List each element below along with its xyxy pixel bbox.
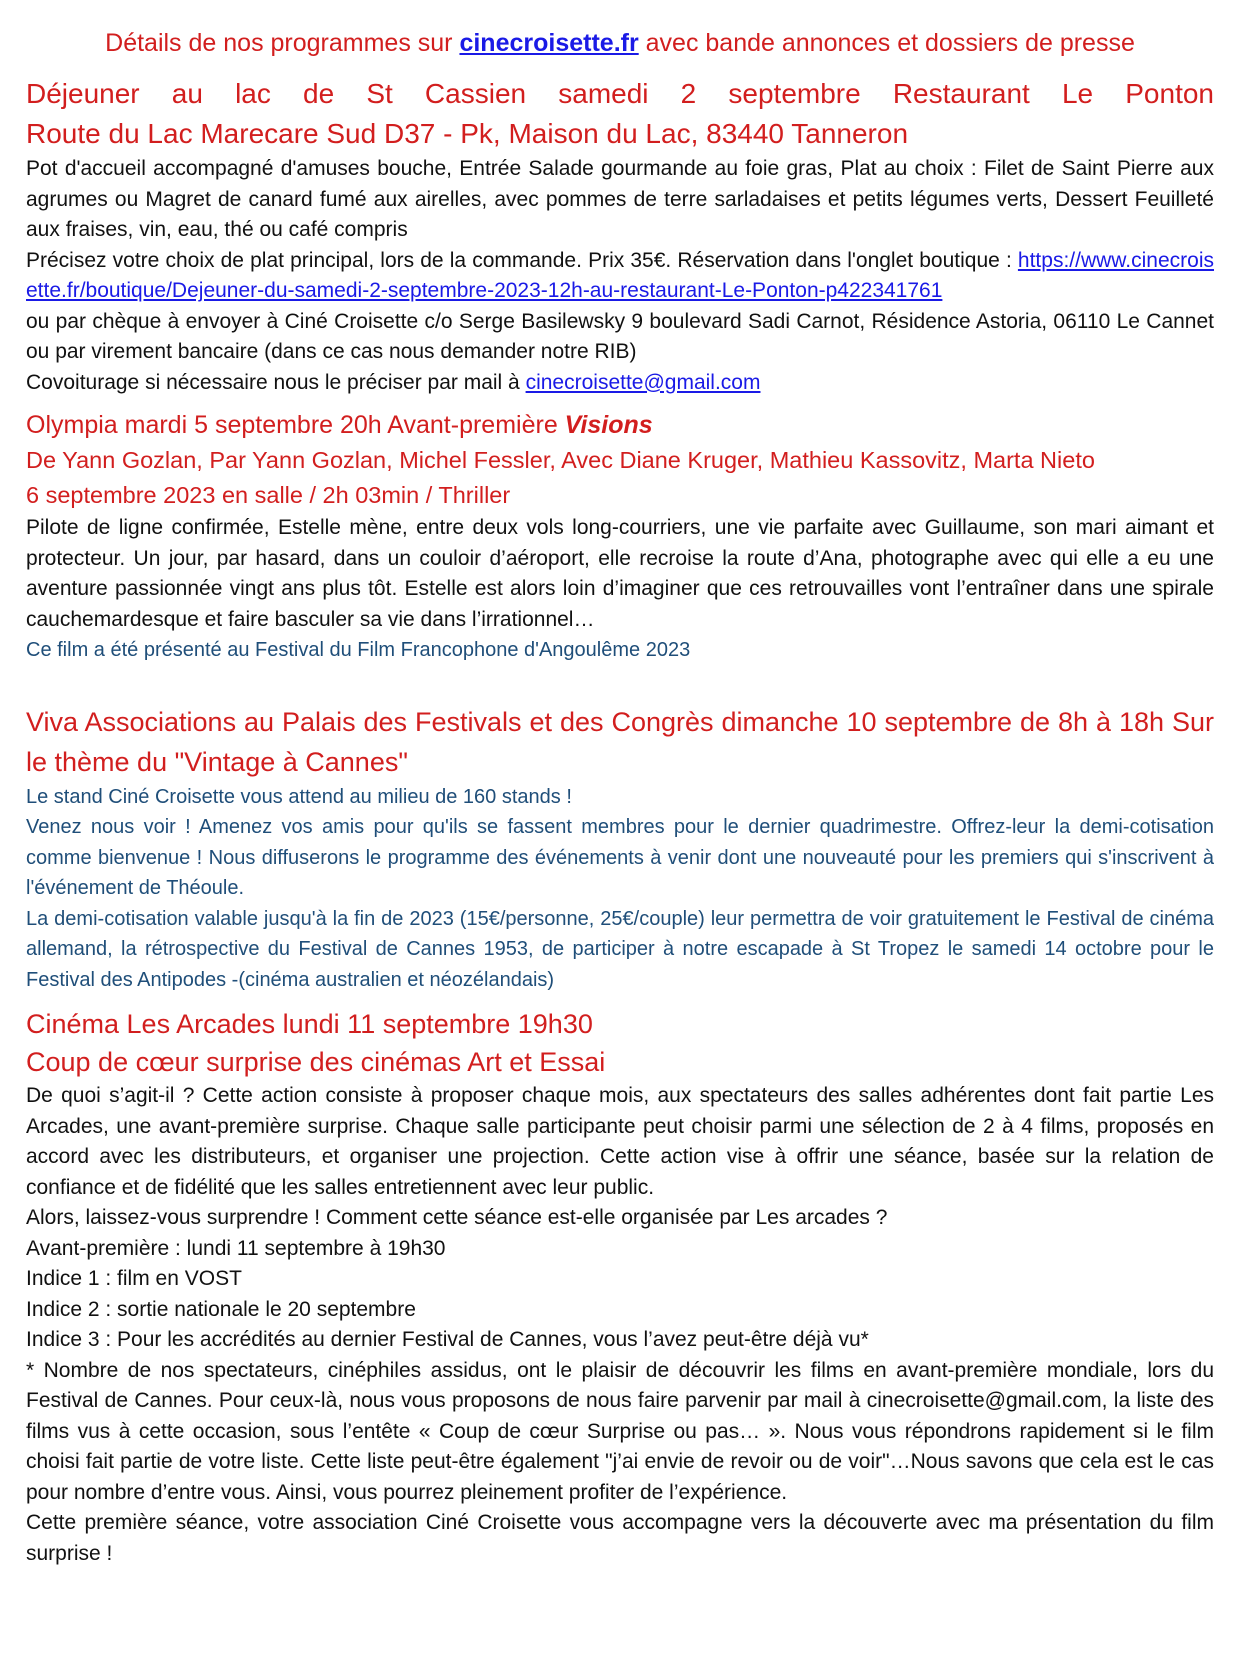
film-title: Visions <box>564 411 653 439</box>
header-suffix: avec bande annonces et dossiers de presse <box>638 29 1135 57</box>
olympia-credits: De Yann Gozlan, Par Yann Gozlan, Michel Fessler, Avec Diane Kruger, Mathieu Kassovitz, Marta Nieto <box>26 447 1095 473</box>
arcades-title-line1: Cinéma Les Arcades lundi 11 septembre 19h30 <box>26 1009 593 1039</box>
email-link[interactable]: cinecroisette@gmail.com <box>525 370 761 394</box>
arcades-hint-2: Indice 2 : sortie nationale le 20 septembre <box>26 1297 416 1321</box>
olympia-synopsis: Pilote de ligne confirmée, Estelle mène, entre deux vols long-courriers, une vie parfaite avec Guillaume, son mari aimant et protecteur. Un jour, par hasard, dans un couloir d’aéroport, elle recroise la route d’Ana, photographe avec qui elle a eu une aventure passionnée vingt ans plus tôt. Estelle est alors loin d’imaginer que ces retrouvailles vont l’entraîner dans une spirale cauchemardesque et faire basculer sa vie dans l’irrationnel… <box>26 516 1214 631</box>
lunch-menu: Pot d'accueil accompagné d'amuses bouche, Entrée Salade gourmande au foie gras, Plat au choix : Filet de Saint Pierre aux agrumes ou Magret de canard fumé aux airelles, avec pommes de terre sarladaises et petits légumes verts, Dessert Feuilleté aux fraises, vin, eau, thé ou café compris <box>26 157 1214 241</box>
lunch-order <box>26 246 1214 307</box>
header-line <box>26 26 1214 60</box>
lunch-carpool-text: Covoiturage si nécessaire nous le préciser par mail à <box>26 370 526 394</box>
arcades-closing: Cette première séance, votre association Ciné Croisette vous accompagne vers la découverte avec ma présentation du film surprise ! <box>26 1511 1214 1565</box>
olympia-release: 6 septembre 2023 en salle / 2h 03min / Thriller <box>26 482 511 508</box>
olympia-title <box>26 408 1214 443</box>
viva-invite: Venez nous voir ! Amenez vos amis pour qu'ils se fassent membres pour le dernier quadrimestre. Offrez-leur la demi-cotisation comme bienvenue ! Nous diffuserons le programme des événements à venir dont une nouveauté pour les premiers qui s'inscrivent à l'événement de Théoule. <box>26 816 1214 899</box>
shop-link[interactable]: https://www.cinecroisette.fr/boutique/Dejeuner-du-samedi-2-septembre-2023-12h-au-restaurant-Le-Ponton-p422341761 <box>26 248 1214 302</box>
viva-cotisation: La demi-cotisation valable jusqu'à la fin de 2023 (15€/personne, 25€/couple) leur permettra de voir gratuitement le Festival de cinéma allemand, la rétrospective du Festival de Cannes 1953, de participer à notre escapade à St Tropez le samedi 14 octobre pour le Festival des Antipodes -(cinéma australien et néozélandais) <box>26 907 1214 991</box>
site-link[interactable]: cinecroisette.fr <box>459 29 639 57</box>
viva-stand: Le stand Ciné Croisette vous attend au milieu de 160 stands ! <box>26 785 572 808</box>
lunch-order-text: Précisez votre choix de plat principal, lors de la commande. Prix 35€. Réservation dans l'onglet boutique : <box>26 248 1018 272</box>
olympia-section <box>26 408 1214 666</box>
lunch-title-line1: Déjeuner au lac de St Cassien samedi 2 septembre Restaurant Le Ponton <box>26 78 1214 109</box>
arcades-title-line2: Coup de cœur surprise des cinémas Art et Essai <box>26 1047 606 1077</box>
document-page <box>26 22 1214 1569</box>
olympia-festival-note: Ce film a été présenté au Festival du Film Francophone d'Angoulême 2023 <box>26 639 691 661</box>
viva-section <box>26 702 1214 996</box>
lunch-carpool <box>26 368 1214 399</box>
lunch-cheque: ou par chèque à envoyer à Ciné Croisette c/o Serge Basilewsky 9 boulevard Sadi Carnot, Résidence Astoria, 06110 Le Cannet ou par virement bancaire (dans ce cas nous demander notre RIB) <box>26 309 1214 363</box>
olympia-title-prefix: Olympia mardi 5 septembre 20h Avant-première <box>26 411 565 439</box>
lunch-title-line2: Route du Lac Marecare Sud D37 - Pk, Maison du Lac, 83440 Tanneron <box>26 118 909 149</box>
arcades-hint-3: Indice 3 : Pour les accrédités au dernier Festival de Cannes, vous l’avez peut-être déjà vu* <box>26 1328 869 1351</box>
viva-title: Viva Associations au Palais des Festivals et des Congrès dimanche 10 septembre de 8h à 18h Sur le thème du "Vintage à Cannes" <box>26 706 1214 777</box>
arcades-footnote: * Nombre de nos spectateurs, cinéphiles assidus, ont le plaisir de découvrir les films en avant-première mondiale, lors du Festival de Cannes. Pour ceux-là, nous vous proposons de nous faire parvenir par mail à cinecroisette@gmail.com, la liste des films vus à cette occasion, sous l’entête « Coup de cœur Surprise ou pas… ». Nous vous répondrons rapidement si le film choisi fait partie de votre liste. Cette liste peut-être également "j’ai envie de revoir ou de voir"…Nous savons que cela est le cas pour nombre d’entre vous. Ainsi, vous pourrez pleinement profiter de l’expérience. <box>26 1358 1214 1504</box>
arcades-intro: De quoi s’agit-il ? Cette action consiste à proposer chaque mois, aux spectateurs des salles adhérentes dont fait partie Les Arcades, une avant-première surprise. Chaque salle participante peut choisir parmi une sélection de 2 à 4 films, proposés en accord avec les distributeurs, et organiser une projection. Cette action vise à offrir une séance, basée sur la relation de confiance et de fidélité que les salles entretiennent avec leur public. <box>26 1084 1214 1199</box>
arcades-date-line: Avant-première : lundi 11 septembre à 19h30 <box>26 1236 446 1260</box>
arcades-section <box>26 1005 1214 1569</box>
header-prefix: Détails de nos programmes sur <box>105 29 460 57</box>
arcades-question: Alors, laissez-vous surprendre ! Comment cette séance est-elle organisée par Les arcades ? <box>26 1206 888 1229</box>
arcades-hint-1: Indice 1 : film en VOST <box>26 1267 242 1290</box>
lunch-section <box>26 74 1214 398</box>
